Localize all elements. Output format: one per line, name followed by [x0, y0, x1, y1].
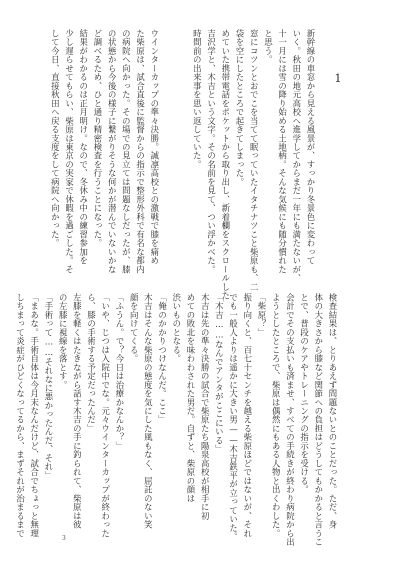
text-line: 袋を空にしたところで起きてしまった。 [234, 29, 245, 187]
text-line: 会計でその支払いも済ませ、すべての手続きが終わり病院から出 [285, 293, 296, 547]
text-line: 「いや、じつは入院中でな。元々ウインターカップが終わった [100, 293, 111, 538]
text-line: 顔を向けてくる。 [129, 293, 140, 363]
text-line: 時間前の出来事を思い返していた。 [192, 29, 203, 169]
text-line: の状態から今後の様子に繋がりそうな何かが潜んでいないかな [107, 29, 118, 274]
text-line: 窓にコツンとおでこを当てて眠っていたイタチナツこと柴原も、二 [249, 29, 260, 292]
text-line: ど調べるため、ひと通り精密検査を行うことになった。 [92, 29, 103, 248]
text-line: 検査結果は、とりあえず問題ないとのことだった。ただ、身 [328, 293, 338, 529]
text-line: 木吉は先の準々決勝の試合で柴原たち陽泉高校が相手に初 [200, 293, 211, 521]
text-line: 「手術って……それなに悪かったんだ、それ」 [43, 293, 54, 480]
text-line: 左膝を軽くはたきながら話す木吉の手に釣られて、柴原は彼 [72, 293, 83, 529]
text-line: しちまって炎症がひどくなってるから、まずそれが治まるまで [15, 293, 26, 538]
text-line: 結果がわかるのは正月明け。なので、冬休み中の練習参加を [78, 29, 89, 265]
text-line: 「木吉……なんでアンタがここにいる」 [214, 293, 225, 454]
top-text-block [48, 29, 318, 300]
text-line: の左膝に視線を落とす。 [58, 293, 69, 390]
text-line: 「ふうん。で？今日は治療かなんか？」 [114, 293, 125, 451]
text-line: 吉沢学と、木吉という文字。その名前を見て、つい浮かべた。 [206, 29, 217, 274]
text-line: して今日、直接秋田へ戻る支度をして病院へ向かった。 [50, 29, 61, 248]
page-number: 3 [62, 535, 66, 542]
text-line: ウインターカップの準々決勝。誠凛高校との激戦で膝を痛め [149, 29, 160, 265]
text-line: 十一月には雪の降り始める土地柄。そんな気候にも随分慣れた [277, 29, 288, 274]
text-line: 「柴原？」 [256, 293, 267, 337]
text-line: 体の大きさから膝など関節への負担はどうしてもかかると言うこ [313, 293, 324, 547]
text-line: の病院へ向かった。その場での見立ては問題なしだったが、膝 [121, 29, 132, 274]
text-line: 「まあな。手術自体は今月末なんだけど、試合でちょっと無理 [29, 293, 40, 538]
text-line: 振り向くと、百七十センチを越える柴原ほどではないが、それ [242, 293, 253, 538]
text-line [162, 29, 176, 279]
text-line: ようとしたところで、柴原は偶然にもある人物と出くわした。 [271, 293, 282, 538]
text-line: 「俺のかかりつけなんだ。ここ」 [157, 293, 168, 425]
chapter-number: 1 [334, 72, 342, 85]
bottom-text-block [13, 293, 340, 547]
text-line: とで、普段のケアやトレーニングの指示を受ける。 [299, 293, 310, 495]
text-line: でも一般人よりは遥かに大きい男——木吉鉄平が立っていた。 [228, 293, 239, 541]
text-line: 木吉はそんな柴原の態度を気にした風もなく、屈託のない笑 [143, 293, 154, 529]
text-line: いく。秋田の地元高校へ進学してからまだ一年にも満たないが、 [291, 29, 302, 283]
text-line [176, 29, 190, 279]
text-line: ら、膝の手術する予定だったんだ」 [86, 293, 97, 433]
text-line: めての敗北を味わわされた男だ。自ずと、柴原の顔は [185, 293, 196, 503]
text-line: た柴原は、試合直後に監督からの指示で整形外科で有名な都内 [135, 29, 146, 274]
text-line: 新幹線の車窓から見える風景が、すっかり冬景色に変わって [306, 29, 316, 265]
text-line: めていた携帯電話をポケットから取り出し、新着欄をスクロールした [220, 29, 231, 300]
text-line: 少し遅らせてもらい、柴原は東京の実家で休暇を過ごした。そ [64, 29, 75, 274]
text-line: と思う。 [263, 29, 274, 64]
text-line: 渋いものとなる。 [171, 293, 182, 363]
